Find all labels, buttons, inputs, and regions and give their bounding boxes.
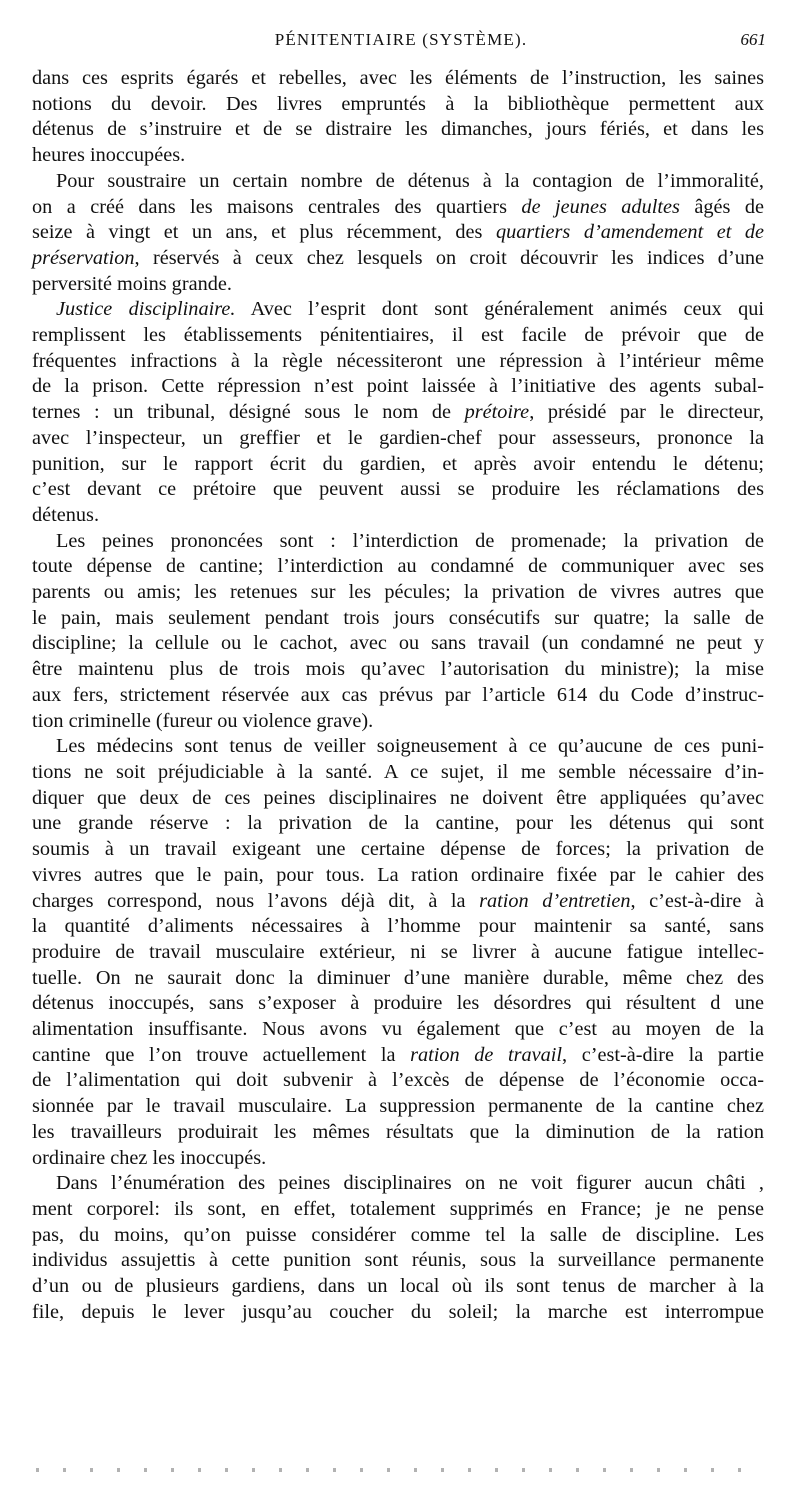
text-line — [32, 1017, 764, 1043]
text-line — [32, 940, 764, 966]
text-line — [32, 529, 764, 555]
text-line — [32, 323, 764, 349]
text-line-run: tion criminelle (fureur ou violence grave). — [32, 709, 374, 732]
text-line-run: détenus de s’instruire et de se distraire les dimanches, jours fériés, et dans les — [32, 118, 764, 141]
text-line — [32, 709, 764, 735]
italic-term: préservation — [32, 246, 135, 269]
text-line-run: individus assujettis à cette punition sont réunis, sous la surveillance permanente — [32, 1249, 764, 1272]
text-line — [32, 374, 764, 400]
text-line — [32, 426, 764, 452]
text-line — [32, 1171, 764, 1197]
text-line-run: , c’est-à-dire à — [630, 889, 764, 912]
text-line — [32, 580, 764, 606]
text-line-run: , réservés à ceux chez lesquels on croit découvrir les indices d’une — [134, 246, 764, 269]
text-line-run: toute dépense de cantine; l’interdiction au condamné de communiquer avec ses — [32, 555, 764, 578]
text-line-run: de l’alimentation qui doit subvenir à l’excès de dépense de l’économie occa- — [32, 1069, 764, 1092]
text-line-run: diquer que deux de ces peines disciplinaires ne doivent être appliquées qu’avec — [32, 786, 764, 809]
text-line-run: le pain, mais seulement pendant trois jours consécutifs sur quatre; la salle de — [32, 606, 764, 629]
text-line-run: punition, sur le rapport écrit du gardien, et après avoir entendu le détenu; — [32, 452, 764, 475]
text-line — [32, 117, 764, 143]
text-line-run: être maintenu plus de trois mois qu’avec l’autorisation du ministre); la mise — [32, 658, 764, 681]
text-line-run: une grande réserve : la privation de la cantine, pour les détenus qui sont — [32, 812, 764, 835]
text-line — [32, 195, 764, 221]
text-line — [32, 503, 764, 529]
text-line — [32, 1300, 764, 1326]
page-header — [36, 30, 766, 54]
text-line-run: , c’est-à-dire la partie — [562, 1043, 764, 1066]
text-line — [32, 66, 764, 92]
text-line-run: remplissent les établissements pénitentiaires, il est facile de prévoir que de — [32, 324, 764, 347]
text-line — [32, 1146, 764, 1172]
italic-term: ration d’entretien — [479, 889, 631, 912]
text-line-run: heures inoccupées. — [32, 144, 186, 167]
text-line — [32, 272, 764, 298]
text-line — [32, 863, 764, 889]
text-line-run: tions ne soit préjudiciable à la santé. A ce sujet, il me semble nécessaire d’in- — [32, 760, 764, 783]
text-line — [32, 246, 764, 272]
text-line — [32, 477, 764, 503]
text-line — [32, 811, 764, 837]
text-line-run: avec l’inspecteur, un greffier et le gardien-chef pour assesseurs, prononce la — [32, 426, 764, 449]
running-title: PÉNITENTIAIRE (SYSTÈME). — [274, 30, 528, 49]
text-line-run: dans ces esprits égarés et rebelles, avec les éléments de l’instruction, les saines — [32, 67, 764, 89]
text-line-run: Pour soustraire un certain nombre de détenus à la contagion de l’immoralité, — [56, 169, 764, 192]
text-line-run: c’est devant ce prétoire que peuvent aussi se produire les réclamations des — [32, 478, 764, 501]
scan-artifact-dots — [36, 1468, 756, 1472]
text-line — [32, 837, 764, 863]
text-line-run: Les médecins sont tenus de veiller soigneusement à ce qu’aucune de ces puni- — [56, 735, 764, 758]
text-line-run: produire de travail musculaire extérieur, ni se livrer à aucune fatigue intellec- — [32, 940, 764, 963]
text-line — [32, 889, 764, 915]
text-line — [32, 1094, 764, 1120]
text-line-run: détenus inoccupés, sans s’exposer à produire les désordres qui résultent d une — [32, 992, 764, 1015]
text-line — [32, 1043, 764, 1069]
text-line-run: , présidé par le directeur, — [529, 401, 765, 424]
text-line-run: tuelle. On ne saurait donc la diminuer d’une manière durable, même chez des — [32, 966, 764, 989]
italic-term: prétoire — [464, 401, 530, 424]
text-line — [32, 606, 764, 632]
text-line — [32, 349, 764, 375]
text-line-run: notions du devoir. Des livres empruntés à la bibliothèque permettent aux — [32, 92, 764, 115]
italic-term: de jeunes adultes — [521, 195, 680, 218]
text-line-run: âgés de — [679, 195, 764, 218]
text-line — [32, 786, 764, 812]
text-line-run: ternes : un tribunal, désigné sous le nom de — [32, 401, 465, 424]
text-line-run: de la prison. Cette répression n’est point laissée à l’initiative des agents subal- — [32, 375, 764, 398]
text-line — [32, 297, 764, 323]
text-line-run: fréquentes infractions à la règle nécessiteront une répression à l’intérieur même — [32, 349, 764, 372]
text-line-run: cantine que l’on trouve actuellement la — [32, 1043, 411, 1066]
text-line — [32, 1120, 764, 1146]
text-line-run: sionnée par le travail musculaire. La suppression permanente de la cantine chez — [32, 1095, 764, 1118]
text-line — [32, 220, 764, 246]
text-line-run: la quantité d’aliments nécessaires à l’homme pour maintenir sa santé, sans — [32, 915, 764, 938]
text-line-run: discipline; la cellule ou le cachot, avec ou sans travail (un condamné ne peut y — [32, 632, 764, 655]
text-line-run: aux fers, strictement réservée aux cas prévus par l’article 614 du Code d’instruc- — [32, 683, 764, 706]
section-heading: Justice disciplinaire. — [56, 298, 236, 321]
text-line — [32, 631, 764, 657]
body-text — [32, 66, 764, 1325]
text-line — [32, 92, 764, 118]
text-line — [32, 991, 764, 1017]
text-line-run: perversité moins grande. — [32, 272, 232, 295]
text-line — [32, 657, 764, 683]
text-line — [32, 554, 764, 580]
text-line — [32, 400, 764, 426]
text-line-run: ment corporel: ils sont, en effet, totalement supprimés en France; je ne pense — [32, 1197, 764, 1220]
text-line-run: les travailleurs produirait les mêmes résultats que la diminution de la ration — [32, 1120, 764, 1143]
text-line — [32, 760, 764, 786]
text-line — [32, 966, 764, 992]
text-line-run: détenus. — [32, 503, 100, 526]
italic-term: ration de travail — [410, 1043, 563, 1066]
text-line — [32, 1248, 764, 1274]
text-line-run: alimentation insuffisante. Nous avons vu également que c’est au moyen de la — [32, 1018, 764, 1041]
text-line-run: Avec l’esprit dont sont généralement animés ceux qui — [235, 298, 764, 321]
text-line-run: parents ou amis; les retenues sur les pécules; la privation de vivres autres que — [32, 581, 764, 604]
text-line-run: Les peines prononcées sont : l’interdiction de promenade; la privation de — [56, 529, 764, 552]
text-line-run: charges correspond, nous l’avons déjà dit, à la — [32, 889, 480, 912]
text-line-run: seize à vingt et un ans, et plus récemment, des — [32, 221, 496, 244]
page-number: 661 — [740, 30, 766, 49]
text-line-run: d’un ou de plusieurs gardiens, dans un local où ils sont tenus de marcher à la — [32, 1275, 764, 1298]
text-line — [32, 683, 764, 709]
text-line-run: file, depuis le lever jusqu’au coucher du soleil; la marche est interrompue — [32, 1300, 764, 1323]
text-line — [32, 1223, 764, 1249]
text-line — [32, 1068, 764, 1094]
text-line-run: vivres autres que le pain, pour tous. La ration ordinaire fixée par le cahier des — [32, 863, 764, 886]
text-line-run: on a créé dans les maisons centrales des quartiers — [32, 195, 522, 218]
text-line — [32, 452, 764, 478]
text-line-run: ordinaire chez les inoccupés. — [32, 1146, 267, 1169]
text-line-run: soumis à un travail exigeant une certaine dépense de forces; la privation de — [32, 838, 764, 861]
text-line-run: pas, du moins, qu’on puisse considérer comme tel la salle de discipline. Les — [32, 1223, 764, 1246]
text-line — [32, 169, 764, 195]
text-line — [32, 143, 764, 169]
text-line — [32, 734, 764, 760]
text-line — [32, 914, 764, 940]
text-line-run: Dans l’énumération des peines disciplinaires on ne voit figurer aucun châti , — [56, 1172, 764, 1195]
text-line — [32, 1274, 764, 1300]
italic-term: quartiers d’amendement et de — [495, 221, 764, 244]
text-line — [32, 1197, 764, 1223]
